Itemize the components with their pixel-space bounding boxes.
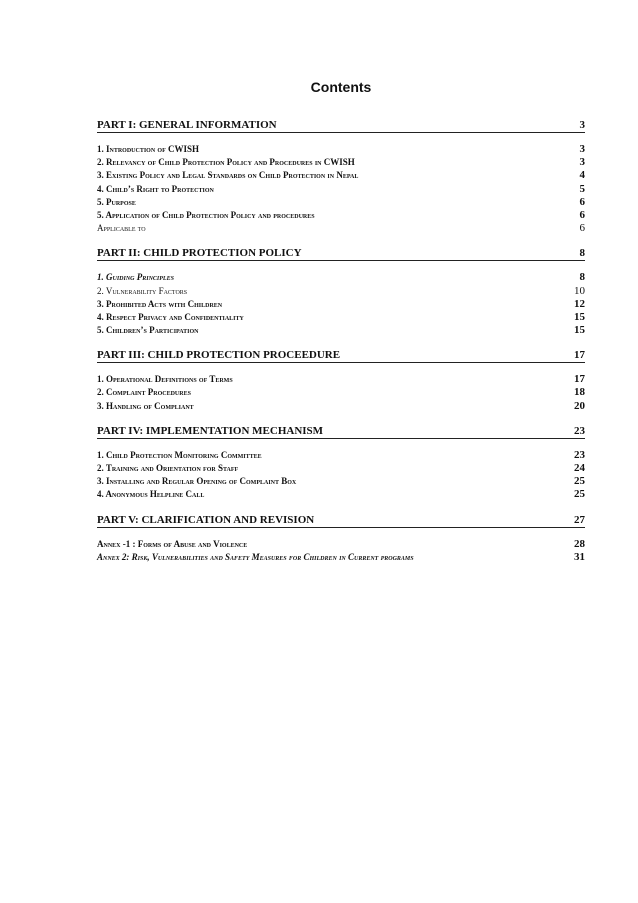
toc-entry-text: 2. Training and Orientation for Staff bbox=[97, 463, 239, 473]
toc-entry[interactable] bbox=[97, 400, 585, 413]
toc-part-page-number: 27 bbox=[574, 513, 585, 526]
toc-entry[interactable] bbox=[97, 298, 585, 311]
toc-entry-page-number: 18 bbox=[574, 386, 585, 399]
toc-entry-page-number: 10 bbox=[574, 284, 585, 297]
toc-entry-page-number: 15 bbox=[574, 324, 585, 337]
toc-entry[interactable] bbox=[97, 475, 585, 488]
toc-entry-page-number: 4 bbox=[579, 169, 585, 182]
toc-part-label: PART III: CHILD PROTECTION PROCEEDURE bbox=[97, 349, 341, 362]
toc-entry-text: 3. Prohibited Acts with Children bbox=[97, 298, 223, 309]
toc-entry[interactable] bbox=[97, 462, 585, 475]
toc-entry-page-number: 24 bbox=[574, 462, 585, 474]
toc-entry[interactable] bbox=[97, 285, 585, 298]
toc-part-page-number: 8 bbox=[579, 247, 585, 260]
toc-part-heading[interactable] bbox=[97, 514, 585, 528]
toc-entry-page-number: 23 bbox=[574, 448, 585, 461]
toc-entry-text: 5. Application of Child Protection Policy and procedures bbox=[97, 209, 315, 220]
toc-entry-text: 2. Relevancy of Child Protection Policy and Procedures in CWISH bbox=[97, 157, 355, 168]
toc-part-page-number: 17 bbox=[574, 349, 585, 362]
toc-entry-page-number: 5 bbox=[579, 182, 585, 195]
toc-entry-page-number: 12 bbox=[574, 297, 585, 310]
toc-entry[interactable] bbox=[97, 271, 585, 284]
toc-entry-text: 4. Child’s Right to Protection bbox=[97, 183, 214, 194]
toc-entry[interactable] bbox=[97, 143, 585, 156]
toc-part-label: PART II: CHILD PROTECTION POLICY bbox=[97, 247, 302, 260]
toc-entry[interactable] bbox=[97, 196, 585, 209]
toc-entry[interactable] bbox=[97, 183, 585, 196]
toc-entry-page-number: 31 bbox=[574, 550, 585, 563]
toc-part-heading[interactable] bbox=[97, 247, 585, 261]
toc-entry-text: 2. Vulnerability Factors bbox=[97, 285, 188, 296]
toc-entry-page-number: 6 bbox=[579, 222, 585, 235]
toc-entry-page-number: 20 bbox=[574, 399, 585, 412]
toc-part-label: PART IV: IMPLEMENTATION MECHANISM bbox=[97, 424, 324, 437]
toc-entry-text: 5. Children’s Participation bbox=[97, 325, 199, 336]
toc-entry-list bbox=[97, 143, 585, 235]
toc-part-label: PART I: GENERAL INFORMATION bbox=[97, 119, 277, 131]
toc-entry[interactable] bbox=[97, 209, 585, 222]
toc-entry[interactable] bbox=[97, 386, 585, 399]
toc-entry-text: Applicable to bbox=[97, 223, 146, 234]
toc-entry-page-number: 3 bbox=[579, 143, 585, 155]
toc-entry-text: 5. Purpose bbox=[97, 196, 136, 207]
table-of-contents bbox=[97, 113, 585, 564]
toc-entry-text: 4. Respect Privacy and Confidentiality bbox=[97, 311, 244, 322]
toc-entry-text: 1. Operational Definitions of Terms bbox=[97, 374, 233, 385]
toc-entry-text: Annex 2: Risk, Vulnerabilities and Safety Measures for Children in Current programs bbox=[97, 551, 414, 562]
toc-entry[interactable] bbox=[97, 169, 585, 182]
toc-entry[interactable] bbox=[97, 488, 585, 501]
toc-part-heading[interactable] bbox=[97, 425, 585, 439]
toc-entry-text: 3. Handling of Compliant bbox=[97, 400, 194, 411]
toc-entry[interactable] bbox=[97, 538, 585, 551]
toc-entry-text: 3. Installing and Regular Opening of Complaint Box bbox=[97, 476, 297, 487]
toc-entry-text: 1. Introduction of CWISH bbox=[97, 144, 200, 154]
toc-entry[interactable] bbox=[97, 311, 585, 324]
toc-entry-text: 3. Existing Policy and Legal Standards on Child Protection in Nepal bbox=[97, 170, 359, 181]
toc-entry-page-number: 17 bbox=[574, 373, 585, 386]
toc-part-heading[interactable] bbox=[97, 119, 585, 133]
toc-entry-text: 1. Child Protection Monitoring Committee bbox=[97, 449, 262, 460]
toc-entry-text: 1. Guiding Principles bbox=[97, 272, 174, 283]
toc-part-page-number: 23 bbox=[574, 424, 585, 437]
toc-entry[interactable] bbox=[97, 551, 585, 564]
toc-entry-page-number: 6 bbox=[579, 195, 585, 208]
toc-entry-list bbox=[97, 449, 585, 502]
toc-entry-page-number: 28 bbox=[574, 537, 585, 550]
toc-entry-list bbox=[97, 271, 585, 337]
toc-entry[interactable] bbox=[97, 222, 585, 235]
toc-entry-text: 4. Anonymous Helpline Call bbox=[97, 489, 205, 500]
toc-entry-page-number: 3 bbox=[579, 156, 585, 169]
toc-part-page-number: 3 bbox=[579, 119, 585, 131]
toc-entry[interactable] bbox=[97, 156, 585, 169]
toc-entry-page-number: 8 bbox=[579, 271, 585, 284]
toc-entry-page-number: 15 bbox=[574, 310, 585, 323]
toc-title: Contents bbox=[310, 79, 372, 95]
toc-entry[interactable] bbox=[97, 324, 585, 337]
toc-entry-list bbox=[97, 538, 585, 564]
toc-entry-text: Annex -1 : Forms of Abuse and Violence bbox=[97, 538, 248, 549]
toc-entry-list bbox=[97, 373, 585, 413]
toc-entry-text: 2. Complaint Procedures bbox=[97, 387, 191, 398]
toc-entry[interactable] bbox=[97, 449, 585, 462]
toc-part-heading[interactable] bbox=[97, 349, 585, 363]
toc-entry-page-number: 6 bbox=[579, 208, 585, 221]
toc-entry[interactable] bbox=[97, 373, 585, 386]
toc-entry-page-number: 25 bbox=[574, 475, 585, 488]
toc-part-label: PART V: CLARIFICATION AND REVISION bbox=[97, 513, 315, 526]
toc-entry-page-number: 25 bbox=[574, 488, 585, 501]
